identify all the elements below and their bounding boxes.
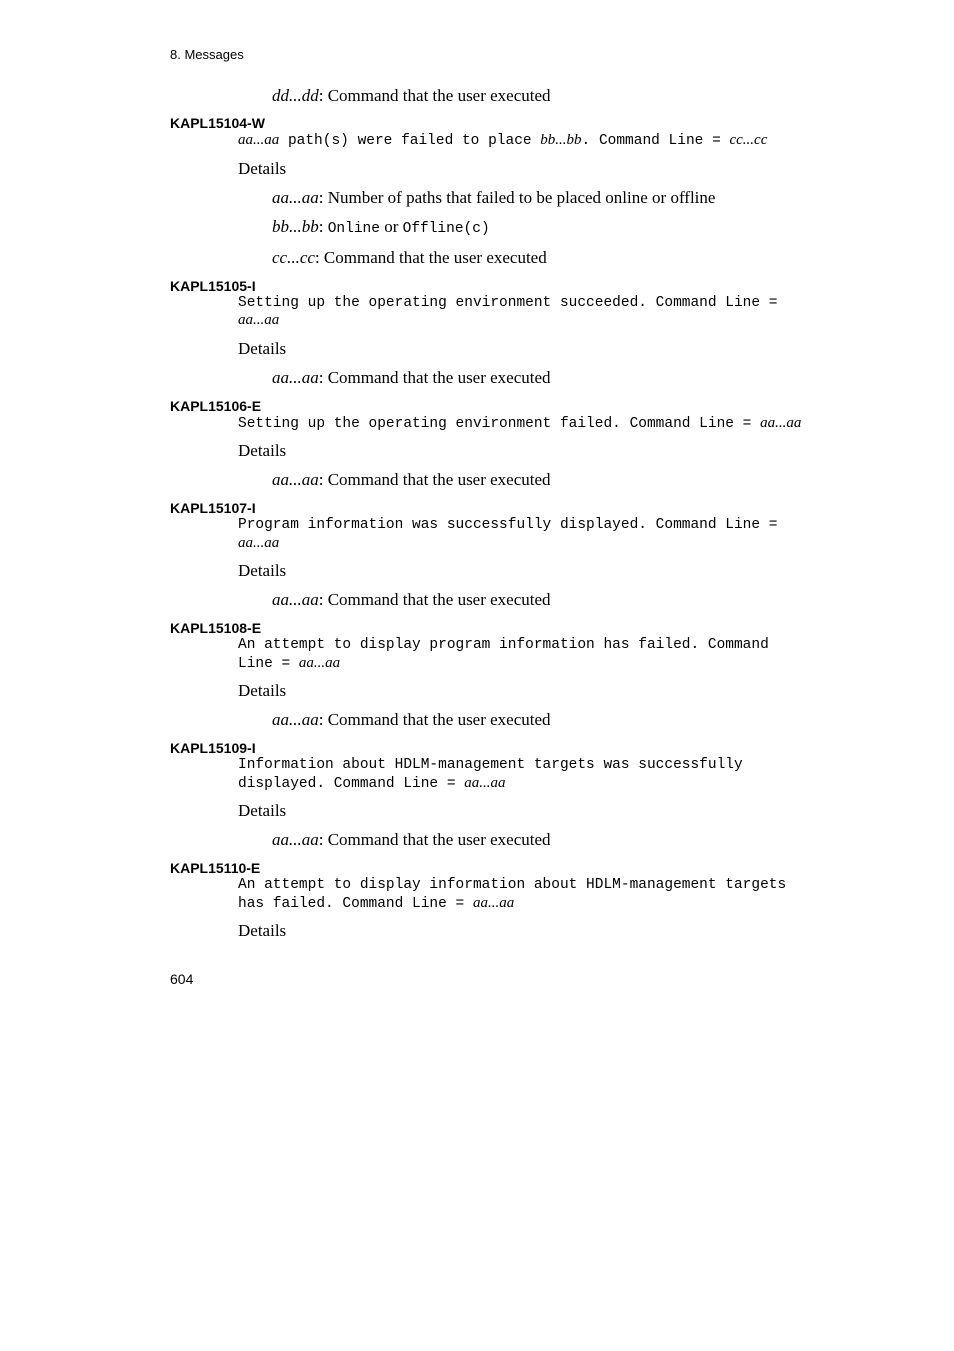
details-list (170, 188, 850, 268)
message-text (238, 415, 850, 434)
message-id: KAPL15105-I (170, 277, 256, 294)
details-label: Details (238, 801, 287, 820)
details-list (170, 590, 850, 610)
message-code-text: path(s) were failed to place (279, 133, 541, 149)
message-code-text: Setting up the operating environment succeeded. Command Line = (238, 294, 778, 311)
detail-item (272, 248, 850, 268)
continued-detail-item (272, 86, 551, 106)
detail-code-value: Offline(c) (402, 220, 490, 237)
detail-item (272, 188, 850, 208)
detail-description: : Command that the user executed (318, 590, 551, 609)
detail-description: : Command that the user executed (314, 247, 547, 267)
detail-item (272, 470, 850, 490)
message-entry (170, 619, 850, 730)
detail-item (272, 217, 850, 239)
detail-item (272, 830, 850, 850)
details-list (170, 470, 850, 490)
message-entry (170, 277, 850, 388)
message-text (238, 295, 850, 331)
message-entry (170, 859, 850, 941)
detail-item (272, 368, 850, 388)
message-entry (170, 114, 850, 268)
details-list (170, 710, 850, 730)
detail-variable: aa...aa (272, 187, 319, 207)
details-label: Details (238, 441, 287, 460)
detail-code-value: Online (327, 220, 380, 237)
message-variable: aa...aa (238, 132, 280, 148)
message-variable: aa...aa (464, 774, 506, 791)
detail-variable: dd...dd (272, 86, 319, 105)
details-label: Details (238, 681, 287, 700)
message-variable: aa...aa (238, 312, 280, 328)
message-entry (170, 397, 850, 491)
detail-description: : Command that the user executed (318, 470, 551, 489)
details-list (170, 830, 850, 850)
message-text (238, 757, 850, 793)
detail-description: : (318, 216, 328, 236)
message-variable: aa...aa (298, 654, 341, 671)
detail-variable: cc...cc (272, 247, 315, 267)
detail-item (272, 590, 850, 610)
detail-variable: aa...aa (272, 590, 319, 609)
details-label: Details (238, 158, 287, 178)
detail-description: : Command that the user executed (318, 86, 551, 105)
message-id: KAPL15108-E (170, 620, 262, 636)
detail-item (272, 710, 850, 730)
message-code-text: Information about HDLM-management targets was successfully displayed. Command Line = (238, 757, 743, 792)
message-text (238, 637, 850, 673)
message-id: KAPL15109-I (170, 740, 256, 756)
message-text (238, 517, 850, 553)
detail-description: : Command that the user executed (318, 710, 551, 729)
message-variable: bb...bb (540, 132, 582, 148)
detail-variable: bb...bb (272, 216, 319, 236)
message-code-text: An attempt to display information about HDLM-management targets has failed. Command Line = (238, 877, 787, 912)
details-label: Details (238, 921, 287, 940)
message-id: KAPL15110-E (170, 860, 261, 876)
message-variable: cc...cc (729, 132, 768, 148)
detail-variable: aa...aa (272, 710, 319, 729)
message-code-text: Program information was successfully displayed. Command Line = (238, 517, 778, 533)
detail-description: : Command that the user executed (318, 367, 551, 387)
message-id: KAPL15104-W (170, 115, 265, 131)
message-variable: aa...aa (238, 534, 280, 551)
message-entry (170, 739, 850, 850)
message-id: KAPL15106-E (170, 397, 262, 414)
detail-description: or (379, 216, 403, 236)
message-code-text: . Command Line = (581, 133, 730, 149)
page-number: 604 (170, 971, 194, 987)
message-text (238, 132, 850, 151)
message-code-text: Setting up the operating environment failed. Command Line = (238, 415, 761, 432)
detail-variable: aa...aa (272, 367, 319, 387)
running-head: 8. Messages (170, 47, 244, 62)
message-list (170, 114, 850, 941)
detail-description: : Command that the user executed (318, 830, 551, 849)
detail-variable: aa...aa (272, 470, 319, 489)
message-text (238, 877, 850, 913)
detail-variable: aa...aa (272, 830, 319, 849)
detail-description: : Number of paths that failed to be placed online or offline (318, 187, 716, 207)
details-label: Details (238, 338, 287, 358)
message-variable: aa...aa (760, 414, 802, 431)
details-list (170, 368, 850, 388)
message-id: KAPL15107-I (170, 500, 256, 516)
message-entry (170, 499, 850, 610)
details-label: Details (238, 561, 287, 580)
message-variable: aa...aa (472, 894, 515, 911)
message-code-text: An attempt to display program information has failed. Command Line = (238, 637, 769, 672)
